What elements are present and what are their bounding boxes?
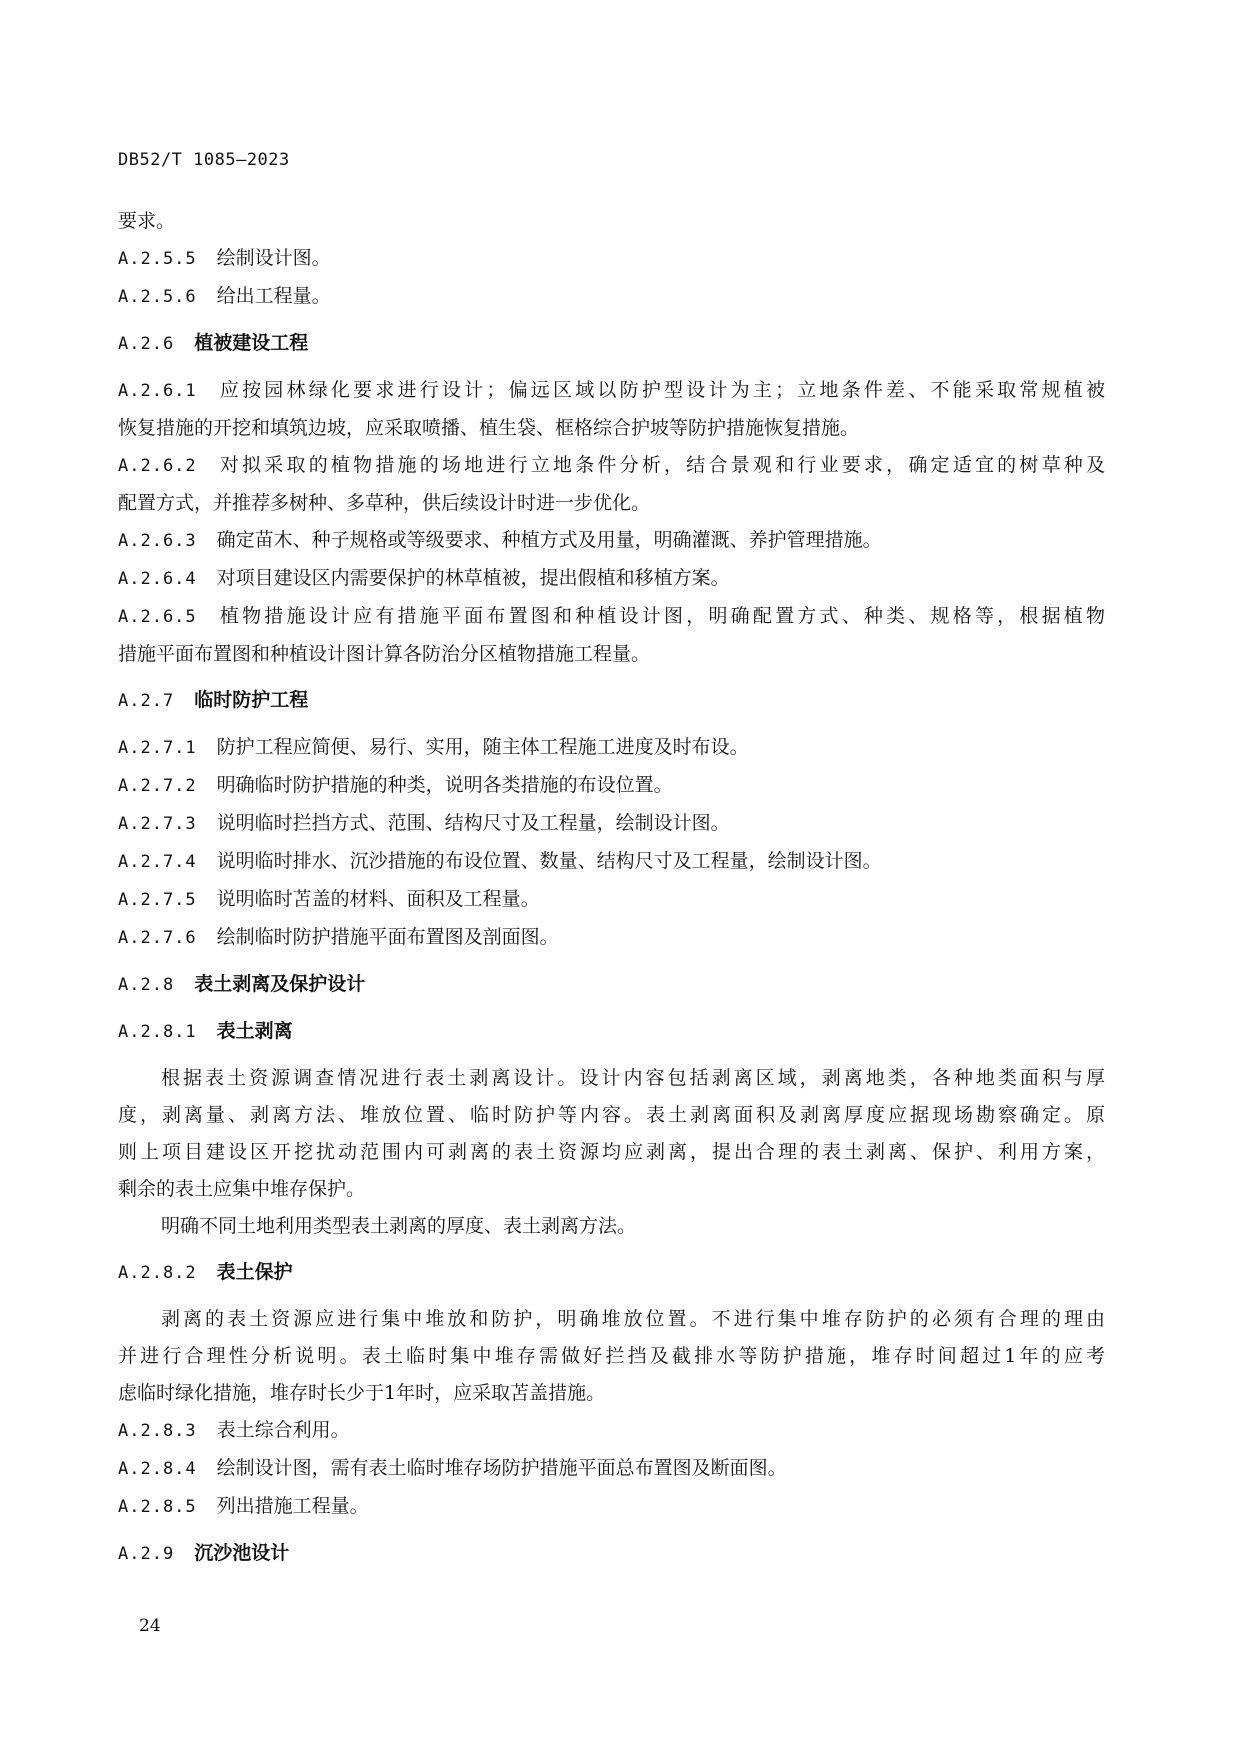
clause-text: 列出措施工程量。 [216, 1495, 369, 1517]
clause-number: A.2.7.1 [118, 738, 197, 758]
clause-line [118, 447, 1105, 485]
heading-a-2-9 [118, 1535, 1105, 1573]
clause-text: 说明临时排水、沉沙措施的布设位置、数量、结构尺寸及工程量，绘制设计图。 [216, 850, 882, 872]
paragraph-topsoil-protection [118, 1301, 1105, 1412]
paragraph-line: 并进行合理性分析说明。表土临时集中堆存需做好拦挡及截排水等防护措施，堆存时间超过1年的应考 [118, 1345, 1105, 1367]
clause-text: 植物措施设计应有措施平面布置图和种植设计图，明确配置方式、种类、规格等，根据植物 [216, 605, 1105, 627]
clause-number: A.2.6.3 [118, 531, 197, 551]
heading-number: A.2.9 [118, 1544, 175, 1564]
clause-number: A.2.8.3 [118, 1421, 197, 1441]
clause-a-2-7-3 [118, 805, 1105, 843]
heading-title: 植被建设工程 [194, 332, 309, 354]
clause-a-2-5-5 [118, 240, 1105, 278]
heading-title: 临时防护工程 [194, 689, 309, 711]
clause-line: 恢复措施的开挖和填筑边坡，应采取喷播、植生袋、框格综合护坡等防护措施恢复措施。 [118, 417, 860, 439]
clause-a-2-6-3 [118, 522, 1105, 560]
heading-a-2-8-2 [118, 1254, 1105, 1292]
paragraph-stripping-method: 明确不同土地利用类型表土剥离的厚度、表土剥离方法。 [161, 1215, 637, 1237]
document-body [118, 203, 1105, 1582]
clause-a-2-6-2 [118, 447, 1105, 522]
clause-text: 对拟采取的植物措施的场地进行立地条件分析，结合景观和行业要求，确定适宜的树草种及 [216, 454, 1105, 476]
clause-number: A.2.6.5 [118, 607, 197, 627]
heading-title: 沉沙池设计 [194, 1542, 290, 1564]
clause-number: A.2.7.4 [118, 852, 197, 872]
document-id: DB52/T 1085—2023 [118, 150, 290, 170]
clause-text: 绘制设计图，需有表土临时堆存场防护措施平面总布置图及断面图。 [216, 1457, 787, 1479]
heading-title: 表土保护 [216, 1261, 293, 1283]
heading-title: 表土剥离 [216, 1020, 293, 1042]
heading-a-2-7 [118, 682, 1105, 720]
clause-text: 明确临时防护措施的种类，说明各类措施的布设位置。 [216, 774, 673, 796]
clause-number: A.2.8.4 [118, 1459, 197, 1479]
heading-number: A.2.8 [118, 975, 175, 995]
clause-text: 防护工程应简便、易行、实用，随主体工程施工进度及时布设。 [216, 736, 749, 758]
clause-a-2-7-5 [118, 881, 1105, 919]
clause-line: 措施平面布置图和种植设计图计算各防治分区植物措施工程量。 [118, 643, 651, 665]
clause-number: A.2.8.5 [118, 1497, 197, 1517]
clause-a-2-8-4 [118, 1450, 1105, 1488]
continued-text: 要求。 [118, 210, 176, 232]
heading-number: A.2.8.1 [118, 1022, 197, 1042]
clause-a-2-7-1 [118, 729, 1105, 767]
heading-a-2-6 [118, 325, 1105, 363]
clause-text: 说明临时拦挡方式、范围、结构尺寸及工程量，绘制设计图。 [216, 812, 730, 834]
paragraph-line: 则上项目建设区开挖扰动范围内可剥离的表土资源均应剥离，提出合理的表土剥离、保护、利用方案， [118, 1141, 1105, 1163]
paragraph-line: 根据表土资源调查情况进行表土剥离设计。设计内容包括剥离区域，剥离地类，各种地类面积与厚 [161, 1067, 1105, 1089]
clause-line [118, 598, 1105, 636]
clause-number: A.2.7.5 [118, 890, 197, 910]
clause-text: 绘制设计图。 [216, 247, 331, 269]
clause-a-2-6-1 [118, 372, 1105, 447]
clause-a-2-7-4 [118, 843, 1105, 881]
clause-number: A.2.5.6 [118, 287, 197, 307]
clause-text: 表土综合利用。 [216, 1419, 350, 1441]
heading-a-2-8 [118, 966, 1105, 1004]
clause-a-2-7-2 [118, 767, 1105, 805]
clause-number: A.2.5.5 [118, 249, 197, 269]
heading-number: A.2.8.2 [118, 1263, 197, 1283]
clause-line: 配置方式，并推荐多树种、多草种，供后续设计时进一步优化。 [118, 492, 651, 514]
clause-text: 说明临时苫盖的材料、面积及工程量。 [216, 888, 540, 910]
clause-a-2-6-5 [118, 598, 1105, 673]
heading-title: 表土剥离及保护设计 [194, 973, 366, 995]
paragraph-line: 度，剥离量、剥离方法、堆放位置、临时防护等内容。表土剥离面积及剥离厚度应据现场勘察确定。原 [118, 1104, 1105, 1126]
clause-text: 给出工程量。 [216, 285, 331, 307]
paragraph-line: 剥离的表土资源应进行集中堆放和防护，明确堆放位置。不进行集中堆存防护的必须有合理的理由 [161, 1308, 1105, 1330]
clause-text: 对项目建设区内需要保护的林草植被，提出假植和移植方案。 [216, 567, 730, 589]
clause-line [118, 372, 1105, 410]
clause-number: A.2.6.2 [118, 456, 197, 476]
clause-a-2-8-5 [118, 1488, 1105, 1526]
clause-number: A.2.6.1 [118, 381, 197, 401]
heading-number: A.2.6 [118, 334, 175, 354]
clause-text: 确定苗木、种子规格或等级要求、种植方式及用量，明确灌溉、养护管理措施。 [216, 529, 882, 551]
paragraph-line: 虑临时绿化措施，堆存时长少于1年时，应采取苫盖措施。 [118, 1382, 606, 1404]
clause-number: A.2.7.3 [118, 814, 197, 834]
clause-a-2-6-4 [118, 560, 1105, 598]
clause-a-2-5-6 [118, 278, 1105, 316]
clause-a-2-7-6 [118, 919, 1105, 957]
heading-number: A.2.7 [118, 691, 175, 711]
clause-text: 绘制临时防护措施平面布置图及剖面图。 [216, 926, 559, 948]
clause-number: A.2.7.2 [118, 776, 197, 796]
heading-a-2-8-1 [118, 1013, 1105, 1051]
page-number: 24 [139, 1616, 161, 1636]
paragraph-line: 剩余的表土应集中堆存保护。 [118, 1178, 366, 1200]
paragraph-topsoil-stripping [118, 1060, 1105, 1208]
clause-a-2-8-3 [118, 1412, 1105, 1450]
clause-number: A.2.6.4 [118, 569, 197, 589]
clause-number: A.2.7.6 [118, 928, 197, 948]
clause-text: 应按园林绿化要求进行设计；偏远区域以防护型设计为主；立地条件差、不能采取常规植被 [216, 379, 1105, 401]
